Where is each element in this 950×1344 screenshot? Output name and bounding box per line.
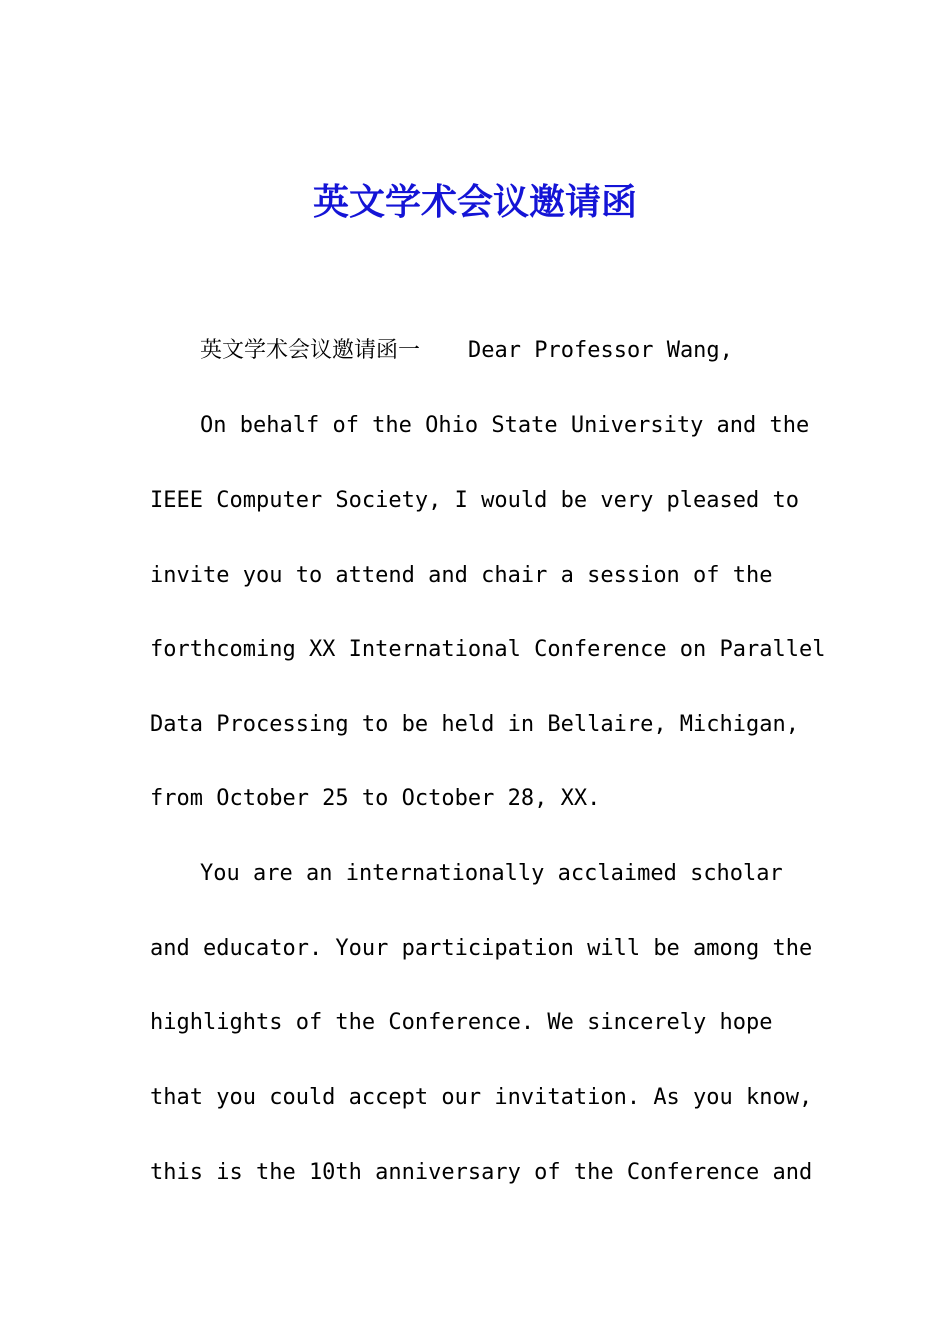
paragraph-line: forthcoming XX International Conference on Parallel <box>150 637 826 662</box>
paragraph-line: this is the 10th anniversary of the Conference and <box>150 1160 813 1185</box>
paragraph-line: Data Processing to be held in Bellaire, Michigan, <box>150 712 800 737</box>
paragraph-line: highlights of the Conference. We sincerely hope <box>150 1010 773 1035</box>
document-title: 英文学术会议邀请函 <box>312 181 637 223</box>
paragraph-line: You are an internationally acclaimed scholar <box>200 861 783 886</box>
paragraph-line: from October 25 to October 28, XX. <box>150 786 601 811</box>
paragraph-line: IEEE Computer Society, I would be very pleased to <box>150 488 800 513</box>
paragraph-line: and educator. Your participation will be among the <box>150 936 813 961</box>
paragraph-line: On behalf of the Ohio State University and the <box>200 413 810 438</box>
letter-subheading: 英文学术会议邀请函一 <box>200 338 421 363</box>
paragraph-line: invite you to attend and chair a session of the <box>150 563 773 588</box>
paragraph-line: that you could accept our invitation. As you know, <box>150 1085 813 1110</box>
salutation: Dear Professor Wang, <box>468 338 733 363</box>
opening-line <box>200 336 733 366</box>
